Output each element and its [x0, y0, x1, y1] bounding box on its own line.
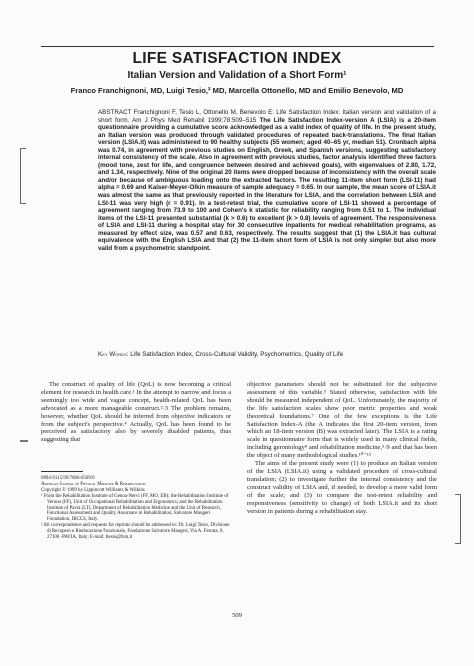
abstract-citation: Franchignoni F, Tesio L, Ottonello M, Benevolo E: Life Satisfaction Index: Italian version and validation of a short form. Am J Phys Med Rehabil 1999;78:509–515: [98, 109, 436, 124]
footnote-rule: [41, 471, 83, 472]
body-right-column: [247, 381, 437, 515]
margin-bracket-mark-right: [455, 494, 461, 544]
abstract-label: ABSTRACT: [98, 109, 132, 116]
header-rule: [41, 46, 434, 47]
article-title: LIFE SATISFACTION INDEX: [132, 50, 342, 67]
body-left-column: The construct of quality of life (QoL) is now becoming a critical element for research in health care.¹ In the attempt to narrow and focus a seemingly too wide and vague concept, health-related QoL has been advocated as a more manageable construct.²·3 The problem remains, however, whether QoL should be inferred from objective indicators or from the subject's perspective.⁴ Actually, QoL has been found to be perceived as satisfactory also by severely disabled patients, thus suggesting that: [41, 381, 231, 444]
body-right-paragraph-2: The aims of the present study were (1) to produce an Italian version of the LSIA (LSIA.it) using a validated procedure of cross-cultural translation; (2) to investigate further the internal consistency and the construct validity of LSIA and, if needed, to develop a more valid form of the scale; and (3) to compare the test-retest reliability and responsiveness (sensitivity to change) of both LSIA.it and its short version in patients during a rehabilitation stay.: [247, 460, 437, 515]
footnote-affiliation: ¹ From the Rehabilitation Institute of Genoa-Nervi (FF, MO, EB); the Rehabilitation Institute of Veruno (FF), Unit of Occupational Rehabilitation and Ergonomics; and the Rehabilitation Institute of Pavia (LT), Department of Rehabilitation Medicine and the Unit of Research, Functional Assessment and Quality Assurance in Rehabilitation, Salvatore Maugeri Foundation, IRCCS, Italy.: [41, 493, 229, 523]
footnote-copyright: Copyright © 1999 by Lippincott Williams & Wilkins: [41, 487, 145, 493]
page-number: 509: [232, 612, 242, 619]
keywords-text: Life Satisfaction Index, Cross-Cultural Validity, Psychometrics, Quality of Life: [130, 351, 344, 358]
footnote-issn: 0894-9115/99/7806-0509/0: [41, 476, 95, 481]
footnote-correspondence: ² All correspondence and requests for reprints should be addressed to: Dr. Luigi Tesio, Divisione di Recupero e Rieducazione Funzionale, Fondazione Salvatore Maugeri, Via A. Ferrata, 8, 27100 -PAVIA, Italy; E-mail: ltesio@fsm.it: [41, 523, 230, 541]
keywords-label: Key Words:: [98, 351, 129, 358]
margin-bracket-mark: [20, 148, 26, 204]
abstract-body: The Life Satisfaction Index-version A (LSIA) is a 20-item questionnaire providing a cumulative score acknowledged as a valid index of quality of life. In the present study, an Italian version was produced through validated procedures of repeated back-translations. The final Italian version (LSIA.it) was administered to 90 healthy subjects (55 women; aged 40–65 yr, median 51). Cronbach alpha was 0.74, in agreement with previous studies on English, Greek, and Spanish versions, suggesting satisfactory internal consistency of the scale. Also in agreement with previous studies, factor analysis identified three factors (mood tone, zest for life, and congruence between desired and achieved goals), with eigenvalues of 2.80, 1.72, and 1.34, respectively. Nine of the original 20 items were dropped because of inconsistency with the overall scale and/or because of ambiguous loading onto the extracted factors. The resulting 11-item short form (LSI-11) had alpha = 0.69 and Kaiser-Meyer-Olkin measure of sample adequacy = 0.65. In our sample, the mean score of LSIA.it was almost the same as that previously reported in the literature for LSIA, and the correlation between LSIA and LSI-11 was very high (r = 0.91). In a test-retest trial, the cumulative score of LSI-11 showed a percentage of agreement ranging from 73.9 to 100 and Cohen's k statistic for reliability ranging from 0.51 to 1. The individual items of the LSI-11 presented substantial (k > 0.6) to excellent (k > 0.8) levels of agreement. The responsiveness of LSIA and LSI-11 during a hospital stay for 30 consecutive inpatients for medical rehabilitation programs, as measured by effect size, was 0.57 and 0.63, respectively. The results suggest that (1) the LSIA.it has cultural equivalence with the English LSIA and that (2) the 11-item short form of LSIA is not only simpler but also more valid from a psychometric standpoint.: [98, 116, 436, 252]
margin-tick-mark: [20, 440, 28, 442]
footnotes: [41, 476, 231, 541]
footnote-journal: American Journal of Physical Medicine & Rehabilitation: [41, 481, 146, 487]
body-right-paragraph-1: objective parameters should not be substituted for the subjective assessment of this variable.⁵ Stated otherwise, satisfaction with life should be measured independent of QoL. Unfortunately, the majority of the life satisfaction scales show poor metric properties and weak theoretical foundations.⁷ One of the few exceptions is the Life Satisfaction Index-A (the A indicates the first 20-item version, from which an 18-item version (B) was extracted later). The LSIA is a rating scale in questionnaire form that is widely used in many clinical fields, including gerontology⁸ and rehabilitation medicine,⁵·9 and that has been the object of many methodological studies.¹⁰⁻¹³: [247, 381, 437, 460]
abstract-block: [98, 109, 436, 252]
keywords: [98, 351, 436, 359]
article-authors: Franco Franchignoni, MD, Luigi Tesio,² MD, Marcella Ottonello, MD and Emilio Benevolo, MD: [70, 86, 404, 95]
article-subtitle: Italian Version and Validation of a Short Form¹: [127, 70, 347, 81]
